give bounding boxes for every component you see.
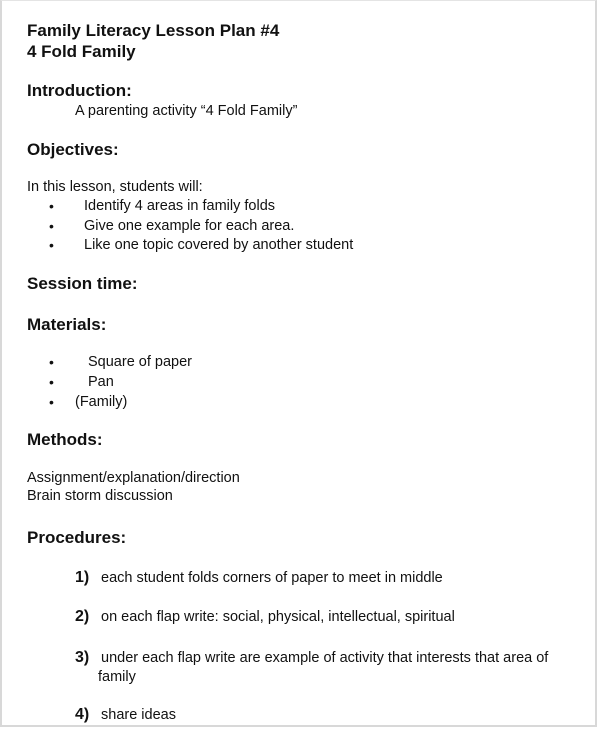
material-item: Square of paper <box>88 354 192 370</box>
bullet-icon: • <box>49 354 54 370</box>
procedure-text-continuation: family <box>98 669 136 685</box>
objectives-lead: In this lesson, students will: <box>27 179 203 195</box>
methods-line: Brain storm discussion <box>27 488 173 504</box>
material-item: Pan <box>88 374 114 390</box>
session-time-heading: Session time: <box>27 274 138 293</box>
procedures-heading: Procedures: <box>27 528 127 547</box>
methods-line: Assignment/explanation/direction <box>27 470 240 486</box>
introduction-heading: Introduction: <box>27 81 132 100</box>
bullet-icon: • <box>49 218 54 234</box>
procedure-text: under each flap write are example of activity that interests that area of <box>101 650 549 666</box>
procedure-text: share ideas <box>101 707 176 723</box>
document-subtitle: 4 Fold Family <box>27 42 136 61</box>
methods-heading: Methods: <box>27 430 103 449</box>
objective-item: Give one example for each area. <box>84 218 295 234</box>
procedure-text: each student folds corners of paper to meet in middle <box>101 570 443 586</box>
procedure-number: 3) <box>75 649 90 666</box>
objective-item: Like one topic covered by another student <box>84 237 354 253</box>
bullet-icon: • <box>49 198 54 214</box>
procedure-number: 4) <box>75 706 90 723</box>
bullet-icon: • <box>49 394 54 410</box>
objective-item: Identify 4 areas in family folds <box>84 198 276 214</box>
introduction-text: A parenting activity “4 Fold Family” <box>75 103 298 119</box>
procedure-number: 1) <box>75 569 90 586</box>
procedure-number: 2) <box>75 608 90 625</box>
bullet-icon: • <box>49 237 54 253</box>
materials-heading: Materials: <box>27 315 107 334</box>
document-title: Family Literacy Lesson Plan #4 <box>27 21 280 40</box>
procedure-text: on each flap write: social, physical, intellectual, spiritual <box>101 609 455 625</box>
material-item: (Family) <box>75 394 128 410</box>
bullet-icon: • <box>49 374 54 390</box>
objectives-heading: Objectives: <box>27 140 119 159</box>
